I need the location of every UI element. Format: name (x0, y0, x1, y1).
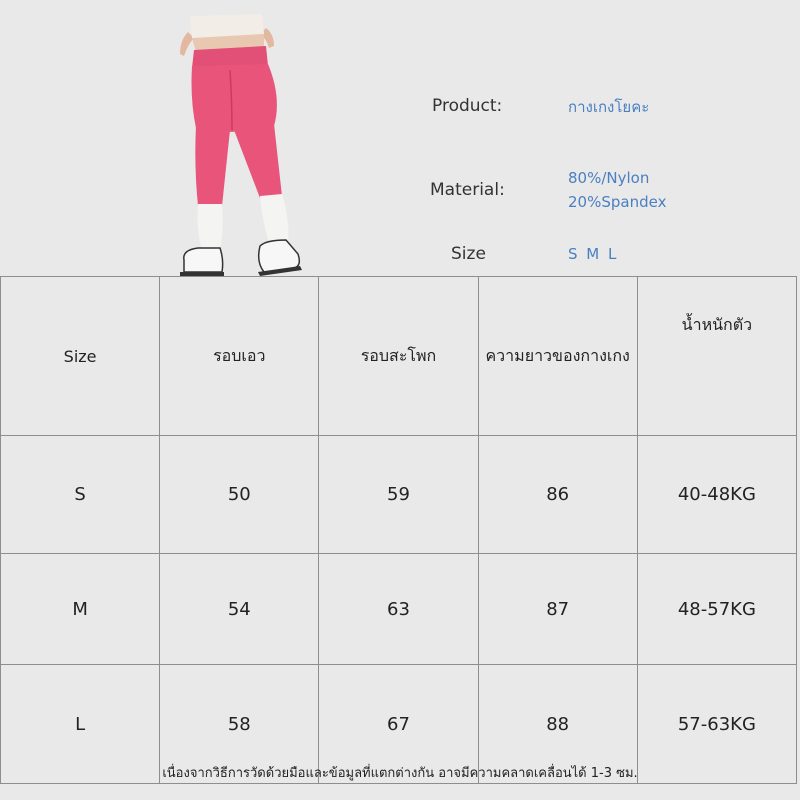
cell-length: 86 (478, 436, 637, 554)
cell-length: 87 (478, 554, 637, 665)
measurement-note: เนื่องจากวิธีการวัดด้วยมือและข้อมูลที่แตกต่างกัน อาจมีความคลาดเคลื่อนได้ 1-3 ซม. (162, 766, 638, 781)
cell-size: L (1, 665, 160, 784)
table-header-row (1, 277, 797, 436)
cell-size: S (1, 436, 160, 554)
cell-length: 88 (478, 665, 637, 784)
cell-weight: 40-48KG (637, 436, 796, 554)
header-size: Size (1, 277, 160, 436)
cell-hip: 67 (319, 665, 478, 784)
material-label: Material: (430, 180, 505, 200)
cell-hip: 59 (319, 436, 478, 554)
product-label: Product: (432, 96, 503, 116)
cell-waist: 50 (160, 436, 319, 554)
header-weight: น้ำหนักตัว (637, 277, 796, 436)
table-row (1, 436, 797, 554)
product-value: กางเกงโยคะ (568, 98, 650, 116)
header-waist: รอบเอว (160, 277, 319, 436)
cell-weight: 48-57KG (637, 554, 796, 665)
cell-waist: 54 (160, 554, 319, 665)
size-chart-table (0, 276, 797, 784)
table-row (1, 554, 797, 665)
cell-size: M (1, 554, 160, 665)
material-value-nylon: 80%/Nylon (568, 169, 650, 187)
cell-hip: 63 (319, 554, 478, 665)
size-label: Size (451, 244, 486, 264)
cell-weight: 57-63KG (637, 665, 796, 784)
header-hip: รอบสะโพก (319, 277, 478, 436)
product-photo-leggings (170, 10, 310, 278)
size-value: S M L (568, 245, 617, 263)
material-value-spandex: 20%Spandex (568, 193, 667, 211)
header-length: ความยาวของกางเกง (478, 277, 637, 436)
cell-waist: 58 (160, 665, 319, 784)
